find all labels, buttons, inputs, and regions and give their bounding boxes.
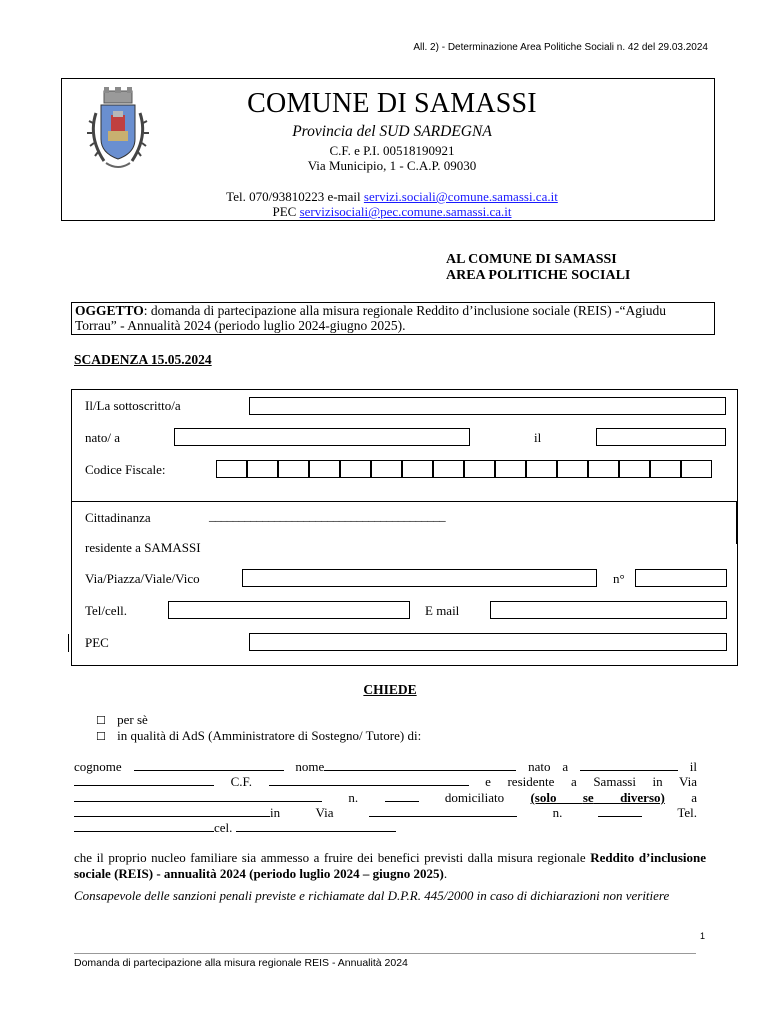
cf-box[interactable] xyxy=(216,460,247,478)
cf-box[interactable] xyxy=(340,460,371,478)
cf-box[interactable] xyxy=(433,460,464,478)
cf-box[interactable] xyxy=(464,460,495,478)
phone-input[interactable] xyxy=(168,601,410,619)
option-ads[interactable]: ☐ in qualità di AdS (Amministratore di Sostegno/ Tutore) di: xyxy=(96,728,422,743)
street-number-input[interactable] xyxy=(635,569,727,587)
details-line-1: cognome nome nato a il xyxy=(74,759,698,774)
cf-box[interactable] xyxy=(557,460,588,478)
email-input[interactable] xyxy=(490,601,727,619)
contact-line: Tel. 070/93810223 e-mail servizi.sociali@comune.samassi.ca.it xyxy=(226,189,558,204)
nato-label: nato/ a xyxy=(85,430,121,445)
footer-rule xyxy=(74,953,696,954)
cf-box[interactable] xyxy=(526,460,557,478)
subject-line-2: Torrau” - Annualità 2024 (periodo luglio 2024-giugno 2025). xyxy=(75,318,406,333)
details-line-2: C.F. e residente a Samassi in Via xyxy=(74,774,697,790)
subject-line-1: OGGETTO: domanda di partecipazione alla misura regionale Reddito d’inclusione sociale (REIS) -“Agiudu xyxy=(75,303,666,318)
via-label: Via/Piazza/Viale/Vico xyxy=(85,571,200,586)
email-label: E mail xyxy=(425,603,460,618)
cf-box[interactable] xyxy=(619,460,650,478)
form-divider xyxy=(71,501,737,502)
codice-fiscale-label: Codice Fiscale: xyxy=(85,462,166,477)
birthdate-input[interactable] xyxy=(596,428,726,446)
option-per-se[interactable]: ☐ per sè xyxy=(96,712,148,727)
cf-box[interactable] xyxy=(278,460,309,478)
deadline: SCADENZA 15.05.2024 xyxy=(74,352,212,367)
email-link[interactable]: servizi.sociali@comune.samassi.ca.it xyxy=(363,189,558,204)
chiede-heading: CHIEDE xyxy=(363,682,417,697)
details-line-5: cel. xyxy=(74,820,396,836)
sottoscritto-label: Il/La sottoscritto/a xyxy=(85,398,181,413)
cf-box[interactable] xyxy=(371,460,402,478)
municipality-title: COMUNE DI SAMASSI xyxy=(247,88,537,119)
pec-label: PEC xyxy=(85,635,109,650)
cittadinanza-blank[interactable]: ________________________________________ xyxy=(209,508,446,523)
details-line-3: n. domiciliato (solo se diverso) a xyxy=(74,790,697,806)
top-note: All. 2) - Determinazione Area Politiche Sociali n. 42 del 29.03.2024 xyxy=(413,42,708,53)
cf-box[interactable] xyxy=(681,460,712,478)
cittadinanza-label: Cittadinanza xyxy=(85,510,151,525)
details-line-4: in Via n. Tel. xyxy=(74,805,697,821)
numero-label: n° xyxy=(613,571,625,586)
province: Provincia del SUD SARDEGNA xyxy=(292,123,492,140)
street-input[interactable] xyxy=(242,569,597,587)
page-number: 1 xyxy=(700,931,706,941)
recipient-line-2: AREA POLITICHE SOCIALI xyxy=(446,268,631,283)
cf-box[interactable] xyxy=(402,460,433,478)
form-left-tick xyxy=(68,634,69,652)
consapevole-note: Consapevole delle sanzioni penali previste e richiamate dal D.P.R. 445/2000 in caso di dichiarazioni non veritiere xyxy=(74,888,670,903)
cf-box[interactable] xyxy=(309,460,340,478)
checkbox-icon[interactable]: ☐ xyxy=(96,714,106,727)
form-side-tick xyxy=(736,501,737,544)
tax-code: C.F. e P.I. 00518190921 xyxy=(329,143,455,158)
recipient-line-1: AL COMUNE DI SAMASSI xyxy=(446,252,617,267)
pec-input[interactable] xyxy=(249,633,727,651)
address: Via Municipio, 1 - C.A.P. 09030 xyxy=(307,158,477,173)
cf-box[interactable] xyxy=(588,460,619,478)
footer-text: Domanda di partecipazione alla misura regionale REIS - Annualità 2024 xyxy=(74,957,408,969)
cf-box[interactable] xyxy=(495,460,526,478)
cf-box[interactable] xyxy=(247,460,278,478)
tel-label: Tel/cell. xyxy=(85,603,128,618)
residente-label: residente a SAMASSI xyxy=(85,540,201,555)
request-paragraph: che il proprio nucleo familiare sia ammesso a fruire dei benefici previsti dalla misura regionale Reddito d’inclusione sociale (REIS) - annualità 2024 (periodo luglio 2024 – giugno 2025). xyxy=(74,850,707,881)
sottoscritto-input[interactable] xyxy=(249,397,726,415)
pec-link[interactable]: servizisociali@pec.comune.samassi.ca.it xyxy=(299,204,512,219)
il-label: il xyxy=(534,430,542,445)
checkbox-icon[interactable]: ☐ xyxy=(96,730,106,743)
cf-box[interactable] xyxy=(650,460,681,478)
birthplace-input[interactable] xyxy=(174,428,470,446)
pec-line: PEC servizisociali@pec.comune.samassi.ca.it xyxy=(272,204,512,219)
